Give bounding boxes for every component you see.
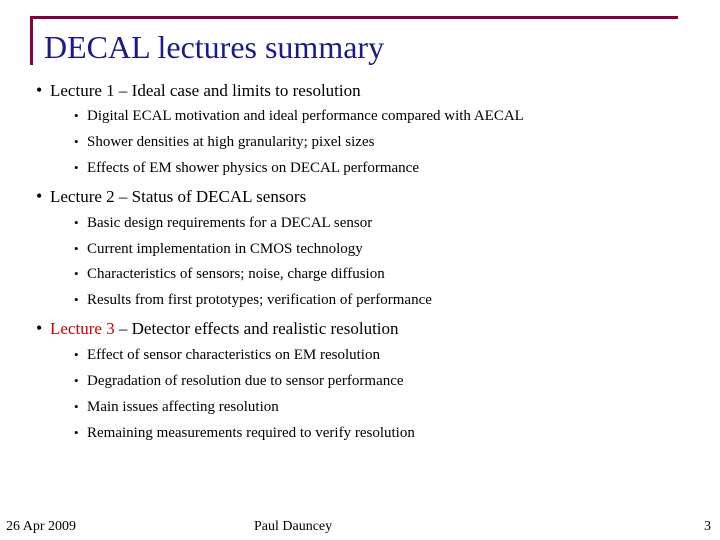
slide-title: DECAL lectures summary bbox=[44, 29, 385, 65]
sub-bullet-icon: • bbox=[74, 347, 79, 362]
list-item-text: Basic design requirements for a DECAL sensor bbox=[87, 215, 373, 231]
bullet-icon: • bbox=[36, 318, 43, 338]
sub-bullet-icon: • bbox=[74, 241, 79, 256]
title-rule-left bbox=[30, 16, 33, 65]
list-item-text: Current implementation in CMOS technology bbox=[87, 241, 363, 257]
section-label: – Detector effects and realistic resolution bbox=[114, 319, 399, 338]
list-item bbox=[74, 106, 524, 126]
list-item bbox=[74, 158, 419, 178]
title-rule-top bbox=[30, 16, 678, 19]
section-label: Lecture 2 – Status of DECAL sensors bbox=[50, 187, 307, 206]
footer-date: 26 Apr 2009 bbox=[6, 519, 76, 534]
list-item bbox=[74, 239, 363, 259]
list-item bbox=[74, 290, 432, 310]
list-item bbox=[74, 345, 380, 365]
sub-bullet-icon: • bbox=[74, 292, 79, 307]
list-item bbox=[74, 397, 279, 417]
list-item bbox=[74, 213, 372, 233]
sub-bullet-icon: • bbox=[74, 134, 79, 149]
sub-bullet-icon: • bbox=[74, 266, 79, 281]
section-lecture-3 bbox=[36, 317, 399, 340]
sub-bullet-icon: • bbox=[74, 108, 79, 123]
list-item-text: Degradation of resolution due to sensor performance bbox=[87, 373, 404, 389]
bullet-icon: • bbox=[36, 186, 43, 206]
list-item-text: Effects of EM shower physics on DECAL performance bbox=[87, 160, 419, 176]
sub-bullet-icon: • bbox=[74, 373, 79, 388]
list-item-text: Main issues affecting resolution bbox=[87, 399, 279, 415]
page-number: 3 bbox=[704, 519, 711, 534]
list-item-text: Results from first prototypes; verification of performance bbox=[87, 292, 432, 308]
sub-bullet-icon: • bbox=[74, 399, 79, 414]
list-item bbox=[74, 132, 374, 152]
section-lecture-2 bbox=[36, 185, 306, 208]
section-label: Lecture 1 – Ideal case and limits to resolution bbox=[50, 81, 361, 100]
sub-bullet-icon: • bbox=[74, 425, 79, 440]
sub-bullet-icon: • bbox=[74, 215, 79, 230]
list-item-text: Remaining measurements required to verify resolution bbox=[87, 425, 415, 441]
list-item bbox=[74, 264, 385, 284]
footer-author: Paul Dauncey bbox=[254, 519, 333, 534]
section-lecture-1 bbox=[36, 79, 361, 102]
list-item bbox=[74, 371, 404, 391]
list-item-text: Effect of sensor characteristics on EM resolution bbox=[87, 347, 380, 363]
bullet-icon: • bbox=[36, 80, 43, 100]
sub-bullet-icon: • bbox=[74, 160, 79, 175]
list-item bbox=[74, 423, 415, 443]
section-label-highlight: Lecture 3 bbox=[50, 319, 115, 338]
list-item-text: Shower densities at high granularity; pixel sizes bbox=[87, 134, 375, 150]
list-item-text: Digital ECAL motivation and ideal performance compared with AECAL bbox=[87, 108, 524, 124]
list-item-text: Characteristics of sensors; noise, charge diffusion bbox=[87, 266, 385, 282]
